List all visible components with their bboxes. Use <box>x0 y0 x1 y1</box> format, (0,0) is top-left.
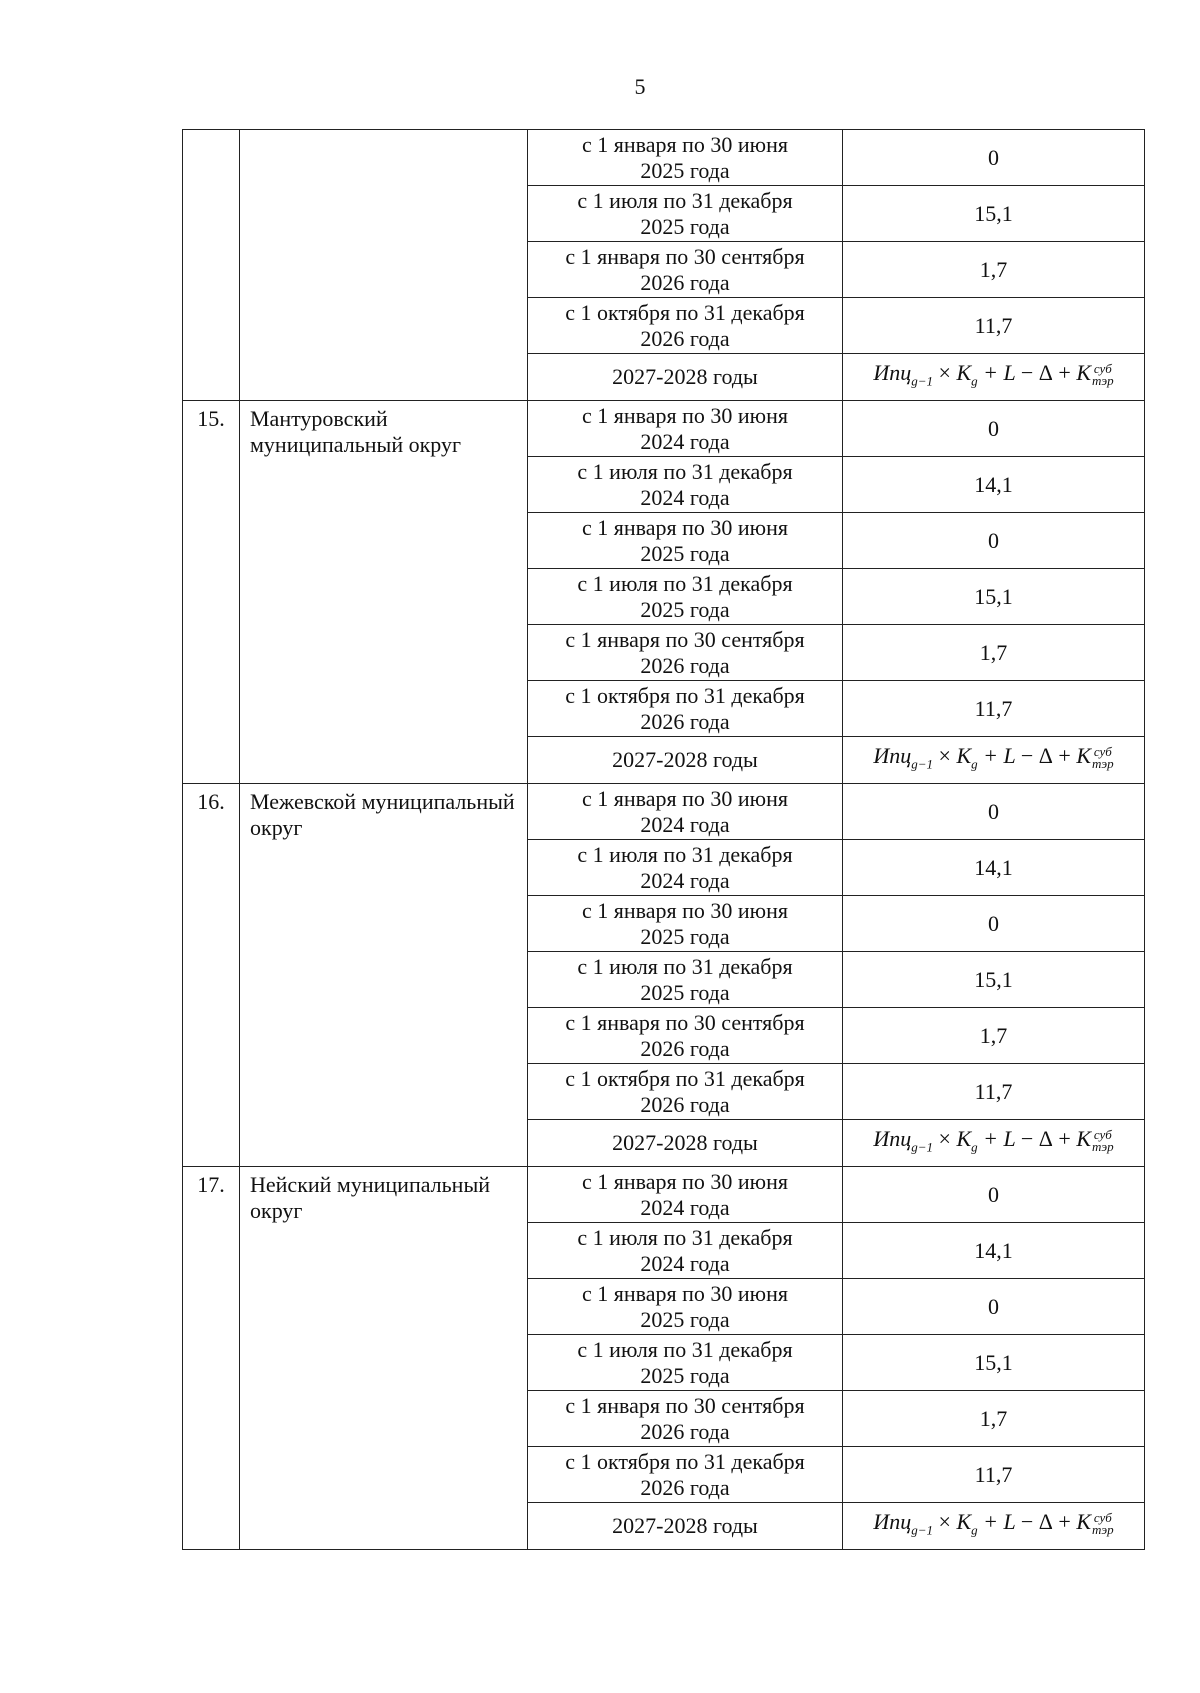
value-cell: 15,1 <box>843 186 1145 242</box>
period-line: 2026 года <box>640 1091 730 1117</box>
formula-k2-sup: суб <box>1093 1509 1112 1525</box>
formula-base: Ипц <box>873 1125 912 1151</box>
value-cell: 0 <box>843 513 1145 569</box>
period-line: с 1 января по 30 сентября <box>565 1392 805 1418</box>
row-number <box>183 130 240 401</box>
value-cell: 15,1 <box>843 569 1145 625</box>
formula-k2-sup: суб <box>1093 743 1112 759</box>
value-cell: 0 <box>843 1279 1145 1335</box>
formula-k-subsidy <box>1076 1126 1113 1153</box>
table-row <box>183 130 1145 186</box>
value-cell: 11,7 <box>843 1064 1145 1120</box>
formula-plus-l: + L <box>983 359 1016 385</box>
formula-times: × <box>938 742 951 768</box>
formula-k2-scripts <box>1092 743 1114 771</box>
formula-k2-sub: тэр <box>1092 1138 1114 1154</box>
formula-plus: + <box>1058 742 1071 768</box>
formula-k2-sup: суб <box>1093 1126 1112 1142</box>
value-cell: 1,7 <box>843 1008 1145 1064</box>
formula-k-subsidy <box>1076 1509 1113 1536</box>
formula-k2-scripts <box>1092 1126 1114 1154</box>
period-line: с 1 октября по 31 декабря <box>565 682 805 708</box>
period-line: с 1 января по 30 июня <box>581 897 788 923</box>
value-cell: 15,1 <box>843 952 1145 1008</box>
district-name: Межевской муниципальный округ <box>240 784 528 1167</box>
formula-plus: + <box>1058 359 1071 385</box>
period-line: 2024 года <box>640 1194 730 1220</box>
period-line: 2025 года <box>640 923 730 949</box>
period-line: с 1 октября по 31 декабря <box>565 299 805 325</box>
period-cell <box>528 513 843 569</box>
period-line: с 1 января по 30 июня <box>581 1280 788 1306</box>
period-line: 2025 года <box>640 596 730 622</box>
period-line: с 1 января по 30 сентября <box>565 1009 805 1035</box>
period-cell <box>528 186 843 242</box>
period-cell <box>528 401 843 457</box>
period-cell <box>528 1447 843 1503</box>
period-line: с 1 января по 30 июня <box>581 1168 788 1194</box>
formula-plus-l: + L <box>983 1125 1016 1151</box>
period-cell <box>528 784 843 840</box>
formula-k2-scripts <box>1092 360 1114 388</box>
value-cell <box>843 737 1145 784</box>
district-name <box>240 130 528 401</box>
tariff-table-body <box>183 130 1145 1550</box>
formula-k: K <box>956 1508 972 1534</box>
value-cell: 0 <box>843 1167 1145 1223</box>
formula-base-sub: g−1 <box>911 1139 934 1155</box>
formula-expression <box>873 1508 1114 1538</box>
period-line: 2025 года <box>640 540 730 566</box>
formula-base-sub: g−1 <box>911 373 934 389</box>
period-cell <box>528 354 843 401</box>
period-line: с 1 июля по 31 декабря <box>577 458 793 484</box>
value-cell: 14,1 <box>843 840 1145 896</box>
formula-base-sub: g−1 <box>911 1522 934 1538</box>
value-cell: 0 <box>843 401 1145 457</box>
value-cell: 0 <box>843 784 1145 840</box>
value-cell: 0 <box>843 896 1145 952</box>
period-cell <box>528 130 843 186</box>
value-cell: 14,1 <box>843 1223 1145 1279</box>
period-cell <box>528 952 843 1008</box>
period-line: с 1 июля по 31 декабря <box>577 841 793 867</box>
value-cell: 11,7 <box>843 681 1145 737</box>
period-line: 2025 года <box>640 157 730 183</box>
period-line: 2026 года <box>640 708 730 734</box>
formula-k: K <box>956 359 972 385</box>
period-line: с 1 января по 30 июня <box>581 402 788 428</box>
period-cell <box>528 896 843 952</box>
formula-expression <box>873 1125 1114 1155</box>
value-cell <box>843 1503 1145 1550</box>
formula-k2-sub: тэр <box>1092 372 1114 388</box>
period-cell <box>528 1279 843 1335</box>
period-line: 2024 года <box>640 1250 730 1276</box>
formula-k-sub: g <box>971 373 978 389</box>
table-row <box>183 1167 1145 1223</box>
period-cell <box>528 1008 843 1064</box>
period-cell <box>528 625 843 681</box>
period-line: 2024 года <box>640 484 730 510</box>
period-line: с 1 октября по 31 декабря <box>565 1065 805 1091</box>
period-cell <box>528 840 843 896</box>
period-line: 2024 года <box>640 867 730 893</box>
period-cell <box>528 681 843 737</box>
period-line: с 1 июля по 31 декабря <box>577 187 793 213</box>
formula-times: × <box>938 1508 951 1534</box>
value-cell: 1,7 <box>843 1391 1145 1447</box>
period-line: 2025 года <box>640 1362 730 1388</box>
period-line: с 1 января по 30 июня <box>581 514 788 540</box>
period-line: 2026 года <box>640 325 730 351</box>
formula-minus-delta: − Δ <box>1020 742 1053 768</box>
value-cell <box>843 354 1145 401</box>
formula-times: × <box>938 1125 951 1151</box>
period-cell <box>528 298 843 354</box>
formula-k2: K <box>1076 1125 1091 1151</box>
value-cell: 1,7 <box>843 625 1145 681</box>
formula-minus-delta: − Δ <box>1020 359 1053 385</box>
period-line: 2025 года <box>640 979 730 1005</box>
formula-plus: + <box>1058 1125 1071 1151</box>
period-cell <box>528 1391 843 1447</box>
period-line: 2026 года <box>640 1418 730 1444</box>
tariff-table <box>182 129 1145 1550</box>
district-name: Нейский муниципальный округ <box>240 1167 528 1550</box>
period-cell <box>528 737 843 784</box>
period-line: 2024 года <box>640 811 730 837</box>
formula-times: × <box>938 359 951 385</box>
formula-k2-sup: суб <box>1093 360 1112 376</box>
period-line: 2027-2028 годы <box>612 1513 758 1538</box>
period-line: 2026 года <box>640 1035 730 1061</box>
period-cell <box>528 457 843 513</box>
period-line: 2027-2028 годы <box>612 364 758 389</box>
period-cell <box>528 242 843 298</box>
value-cell: 11,7 <box>843 1447 1145 1503</box>
formula-k-subsidy <box>1076 360 1113 387</box>
period-line: 2025 года <box>640 213 730 239</box>
formula-k-subsidy <box>1076 743 1113 770</box>
period-cell <box>528 1167 843 1223</box>
formula-minus-delta: − Δ <box>1020 1508 1053 1534</box>
period-line: с 1 октября по 31 декабря <box>565 1448 805 1474</box>
formula-base: Ипц <box>873 359 912 385</box>
page-number: 5 <box>634 74 646 99</box>
table-row <box>183 784 1145 840</box>
row-number: 16. <box>183 784 240 1167</box>
formula-k2: K <box>1076 742 1091 768</box>
value-cell: 1,7 <box>843 242 1145 298</box>
period-line: 2026 года <box>640 269 730 295</box>
formula-plus-l: + L <box>983 742 1016 768</box>
value-cell: 15,1 <box>843 1335 1145 1391</box>
formula-minus-delta: − Δ <box>1020 1125 1053 1151</box>
row-number: 17. <box>183 1167 240 1550</box>
period-line: 2026 года <box>640 652 730 678</box>
formula-base-sub: g−1 <box>911 756 934 772</box>
period-line: с 1 января по 30 июня <box>581 785 788 811</box>
period-line: 2025 года <box>640 1306 730 1332</box>
period-cell <box>528 1064 843 1120</box>
formula-expression <box>873 742 1114 772</box>
formula-plus: + <box>1058 1508 1071 1534</box>
formula-base: Ипц <box>873 1508 912 1534</box>
value-cell: 14,1 <box>843 457 1145 513</box>
period-line: с 1 июля по 31 декабря <box>577 570 793 596</box>
formula-k: K <box>956 742 972 768</box>
table-row <box>183 401 1145 457</box>
period-line: с 1 января по 30 июня <box>581 131 788 157</box>
period-line: с 1 июля по 31 декабря <box>577 1224 793 1250</box>
period-line: с 1 июля по 31 декабря <box>577 953 793 979</box>
period-line: 2027-2028 годы <box>612 747 758 772</box>
formula-plus-l: + L <box>983 1508 1016 1534</box>
formula-k2: K <box>1076 359 1091 385</box>
period-line: 2027-2028 годы <box>612 1130 758 1155</box>
period-cell <box>528 1335 843 1391</box>
row-number: 15. <box>183 401 240 784</box>
value-cell: 0 <box>843 130 1145 186</box>
formula-k2-sub: тэр <box>1092 755 1114 771</box>
period-line: с 1 января по 30 сентября <box>565 243 805 269</box>
formula-k2-sub: тэр <box>1092 1521 1114 1537</box>
formula-expression <box>873 359 1114 389</box>
period-cell <box>528 569 843 625</box>
formula-k2-scripts <box>1092 1509 1114 1537</box>
value-cell <box>843 1120 1145 1167</box>
period-line: 2024 года <box>640 428 730 454</box>
period-line: с 1 июля по 31 декабря <box>577 1336 793 1362</box>
period-line: с 1 января по 30 сентября <box>565 626 805 652</box>
district-name: Мантуровский муниципальный округ <box>240 401 528 784</box>
period-line: 2026 года <box>640 1474 730 1500</box>
period-cell <box>528 1120 843 1167</box>
formula-base: Ипц <box>873 742 912 768</box>
period-cell <box>528 1223 843 1279</box>
period-cell <box>528 1503 843 1550</box>
value-cell: 11,7 <box>843 298 1145 354</box>
formula-k-sub: g <box>971 756 978 772</box>
formula-k2: K <box>1076 1508 1091 1534</box>
formula-k-sub: g <box>971 1139 978 1155</box>
formula-k-sub: g <box>971 1522 978 1538</box>
formula-k: K <box>956 1125 972 1151</box>
